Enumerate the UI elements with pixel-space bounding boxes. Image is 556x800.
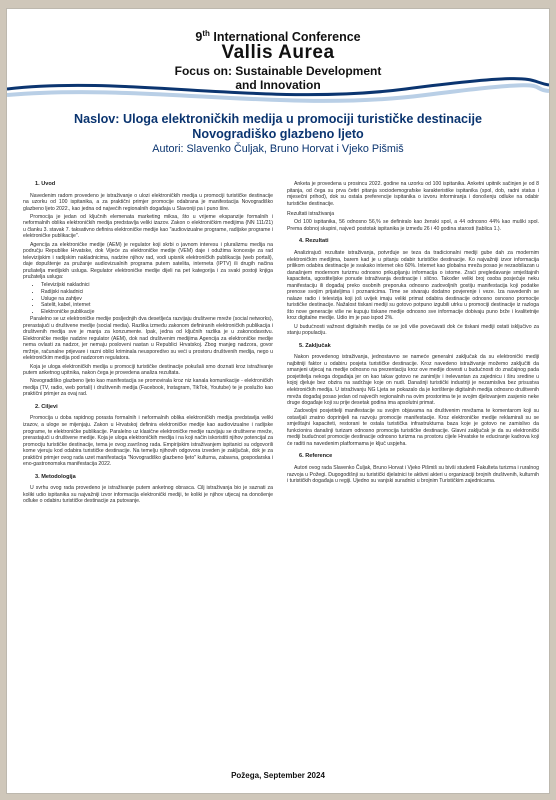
paragraph: Analizirajući rezultate istraživanja, potvrđuje se teza da tradicionalni mediji gube dah za modernim elektroničkim medijima, barem kad je u pitanju odabir turističke destinacije. Ko najvažniji izvor informacija prilikom odabira destinacije je svakako internet oko 60%. Internet kao globalna mreža posao je nezaobilazan u današnjem modernom turizmu odnosno prikupljanju informacija o istome. Zraći pregledavanje smještajnih kapaciteta, ugostiteljske ponude istraživanja destinacije i slično. Također veliki broj osoba posjećuje neku manifestaciju ili događaj preko osobnih preporuka odnosno zadovoljnih gostiju manifestacija koji podatke prenose svojim prijateljima i poznanicima. Time se stvaraju dodatno povjerenje i veze. Iza navedenih se nalaze radio i televizija koji još uvijek imaju veliki primat odabira destinacije odnosno osnosno promocije turističke destinacije. Nažalost tiskani mediji su gotovo potpuno izgubili utrku u promociji destinacije iz razloga što nove generacije više ne kupuju tiskane medije odnosno sve informacije dobivaju puno brže i kvalitetnije kroz digitalne medije. Udio im je pao ispod 2%. (287, 249, 539, 322)
conference-focus-line1: Focus on: Sustainable Development (174, 64, 382, 78)
poster-footer: Požega, September 2024 (231, 771, 325, 780)
paragraph: Navedenim radom provedeno je istraživanje o ulozi elektroničkih medija u promociji turističke destinacije na uzorku od 100 ispitanika, a za praktični primjer promocije odabrana je manifestacija Novogradiško glazbeno ljeto 2022., kao jedna od najvećih regionalnih događaja u Slavoniji pa i puno šire. (23, 192, 273, 212)
paragraph: Anketa je provedena u prosincu 2022. godine na uzorku od 100 ispitanika. Anketni upitnik sačinjen je od 8 pitanja, od čega su prva četiri pitanja sociodemografske karakteristike ispitanika (spol, dob, radni status i mjesečni prihod), dok su ostala preferencije ispitanika o izvoru informiranja i donošenju odluke na odabir turističke destinacije. (287, 181, 539, 207)
list-item: • Radijski nakladnici (41, 289, 273, 296)
list-item: • Usluge na zahtjev (41, 296, 273, 303)
left-column (23, 181, 273, 507)
list-item: • Televizijski nakladnici (41, 282, 273, 289)
section-heading-references: 6. Reference (299, 453, 333, 460)
paragraph: Agencija za elektroničke medije (AEM) je regulator koji skrbi o javnom interesu i pluralizmu medija na području Republike Hrvatske, dok Vijeće za elektroničke medije (VEM) daje i odužima koncesije za rad televizijskim i radijskim nakladnicima, nadzire njihov rad, vodi upisnik elektroničkih publikacija (web portali), daje dopuštenje za pružanje audiovizualnih programa putem satelita, interneta (IPTV) ili drugih načina prušatelja medijskih usluga. Regulator elektroničke medije dijeli na pet kategorija i za svaki postoji knjiga pružatelja usluga: (23, 241, 273, 281)
paragraph: Autori ovog rada Slavenko Čuljak, Bruno Horvat i Vjeko Pišmiš su bivši studenti Fakulteta turizma i ruralnog razvoja u Požegi. Dugogodišnji su turistički djelatnici te aktivni akteri u organizaciji brojnih društvenih, kulturnih i turističkih događaja u regiji. Ujedno su vanjski suradnici u brojnim Turističkim zajednicama. (287, 465, 539, 485)
paragraph: Koja je uloga elektroničkih medija u promociji turističke destinacije pokušali smo doznati kroz istraživanje putem anketnog upitnika, nakon čega je provedena analiza rezultata. (23, 363, 273, 377)
section-heading-methodology: 3. Metodologija (35, 473, 76, 480)
section-heading-results: 4. Rezultati (299, 238, 329, 245)
paragraph: Zadovoljni posjetitelji manifestacije su svojim objavama na društvenim mrežama te komentarom koji su ostavljali znatno doprinijeli na razvoju promocije manifestacije. Kroz elektroničke medije reklamirali su se smještajni kapaciteti, restorani te ostala turistička infrastrukturna baza koje je gotovo ne zamislivo da funkcionira današnji turizam odnosno promocija turističke destinacije. Glavni zaključak je da su elektronički mediji budućnost promocije destinacije odnosno turizma na prostoru cijele Hrvatske te educiranje kadrova koji će raditi na navedenim platformama je ključ uspjeha. (287, 408, 539, 447)
results-label: Rezultati istraživanja (287, 211, 335, 218)
paragraph: U budućnosti važnost digitalnih medija će se još više povećavati dok će tiskani mediji ostati isključivo za stanju populaciju. (287, 323, 539, 337)
paper-authors: Autori: Slavenko Čuljak, Bruno Horvat i Vjeko Pišmiš (152, 143, 404, 155)
paper-title-block (7, 112, 549, 156)
paragraph: U svrhu ovog rada provedeno je istraživanje putem anketnog obrasca. Cilj istraživanja bio je saznati za koliki udio ispitanika su najvažniji izvor informacija elektronički mediji, te koliki je njihov utjecaj na donošenje odluke o odabiru turističke destinacije za putovanje. (23, 485, 273, 505)
section-heading-conclusion: 5. Zaključak (299, 342, 331, 349)
list-item: • Elektroničke publikacije (41, 309, 273, 316)
paragraph: Promocija je jedan od ključnih elemenata marketing miksa, što u vrijeme ekspanzije formalnih i neformalnih oblika elektroničkih medija predstavlja veliki izazov. Zakon o elektroničkim medijima (NN 111/21) u članku 3. stavak 7. taksativno definira elektroničke medije kao "audiovizualne programe, radijske programe i elektroničke publikacije". (23, 213, 273, 240)
section-heading-intro: 1. Uvod (35, 181, 56, 187)
conference-focus-line2: and Innovation (235, 78, 321, 92)
conference-header (7, 9, 549, 91)
conference-name: Vallis Aurea (221, 42, 335, 63)
paragraph: Promocija u doba rapidnog porasta formalnih i neformalnih oblika elektroničkih medija predstavlja veliki izazov, a uloge se mijenjaju. Zakon u Hrvatskoj definira elektroničke medije kao audiovizualne i radijske programe, te elektroničke publikacije. Paralelno uz klasične elektroničke medije razvijaju se društvene mreže, prerastajući u društvene medije. Koja je uloga elektroničkih medija i na koji način iskoristiti njihov potencijal za promociju turističke destinacije, tema je ovog završnog rada. Empirijskim istraživanjem ispitanici su odgovorili kome vjeruju kod odabira turističke destinacije. Na temelju njihovih odgovora izveden je zaključak, dok je za praktični primjer ovog rada uzet manifestacija "Novogradiško glazbeno ljeto" kulturna, zabavna, gospodarska i eno-gastronomska manifestacija 2022. (23, 415, 273, 468)
conference-number: 9th International Conference (195, 29, 361, 45)
provider-category-list (41, 282, 273, 315)
paragraph: Paralelno se uz elektroničke medije posljednjih dva desetljeća razvijaju društvene mreže (social networks), prerastajući u društvene medije (social media). Razlika između zakonom definiranih elektroničkih publikacija i društvenih medija sve je manja za konzumente. Ipak, jedna od ključnih razlika je u zakonodavstvu. Elektroničke medije nadzire regulator (AEM), dok nad društvenim medijima Agencija za elektroničke medije nema ovlasti za nadzor, jer nemaju posloveni nastan u Republici Hrvatskoj. Zbog manjeg nadzora, govor mržnje, računalne prijevare i razni oblici kriminala neusporedivo su veći u prostoru društvenih medija, nego u elektroničkim medija pod nadzorom regulatora. (23, 316, 273, 362)
paragraph: Novogradiško glazbeno ljeto kao manifestacija se promovirala kroz niz kanala komunikacije - elektroničkih medija (TV, radio, web portali) i društvenih medija (Facebook, Instagram, TikTok, Youtube) te je poslužio kao praktični primjer za ovaj rad. (23, 378, 273, 398)
paper-subtitle: Novogradiško glazbeno ljeto (192, 127, 364, 141)
poster (6, 8, 550, 794)
section-heading-goals: 2. Ciljevi (35, 403, 58, 410)
right-column (287, 181, 539, 486)
paper-title: Naslov: Uloga elektroničkih medija u promociji turističke destinacije (73, 112, 483, 126)
paragraph: Od 100 ispitanika, 56 odnosno 56,% se definiralo kao ženski spol, a 44 odnosno 44% kao muški spol. Prema dobnoj skupini, najveći postotak ispitanika je između 26 i 40 godina starosti (tablica 1.). (287, 219, 539, 232)
list-item: • Satelit, kabel, internet (41, 302, 273, 309)
paragraph: Nakon provedenog istraživanja, jednostavno se nameće generalni zaključak da su elektronički mediji najbitniji faktor u odabiru posjeta turističke destinacije. Kroz navedeno istraživanje možemo zaključiti da smanjeni utjecaj na medije odnosno na prezentaciju kroz ove medije dovesti u budućnosti do značajnog pada posjetitelja nekoga događaja jer on kao takav gotovo ne zanimljiv i irelevantan za zajednicu i širu sredine u kojoj djeluje bez obzira na sadržaje koje on nudi. Današnji turistički industriji je nezamisliva bez prisustva elektroničkih medija. U istraživanju NG Ljeta se pokazalo da je korištenje digitalnih medija odnosno društvenih mreža događaj posao jedan od najvećih regionalnih na ovim prostorima te je svojim djelovanjem zasjenio neke druge događaje koji su prije desetak godina ima apsolutni primat. (287, 354, 539, 407)
